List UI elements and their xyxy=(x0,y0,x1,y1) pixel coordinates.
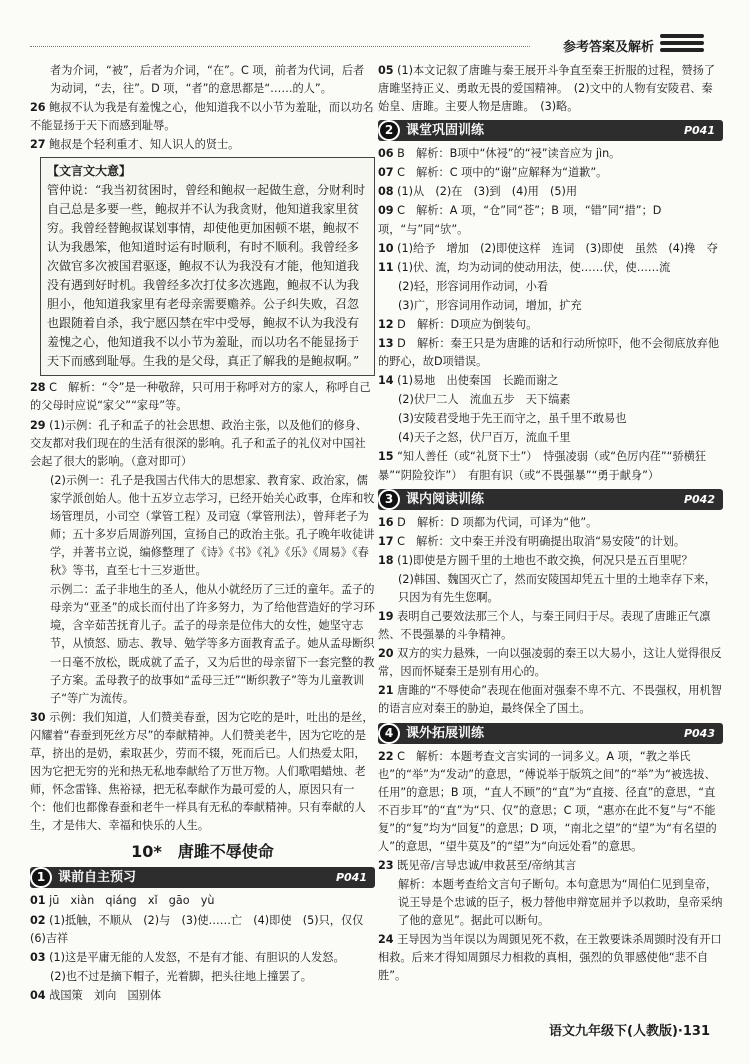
answer-number: 05 xyxy=(378,64,394,77)
section-bar-1 xyxy=(30,867,375,888)
answer-text: 示例：我们知道，人们赞美春蚕，因为它吃的是叶，吐出的是丝，闪耀着“春蚕到死丝方尽”的奉献精神。人们赞美老牛，因为它吃的是草，挤出的是奶，索取甚少，劳而不辍，死而后已。人们热爱太阳，因为它把无穷的光和热无私地奉献给了万世万物。人们歌唱蜡烛、老师，怀念雷锋、焦裕禄，把无私奉献作为最可爱的人，原因只有一个：他们也都像春蚕和老牛一样具有无私的奉献精神。只有奉献的人生，才是伟大、幸福和快乐的人生。 xyxy=(30,710,374,833)
right-answers-2 xyxy=(378,145,723,484)
answer-item xyxy=(378,62,723,116)
lesson-title: 10* 唐雎不辱使命 xyxy=(131,842,274,862)
answer-text: (2)韩国、魏国灭亡了，然而安陵国却凭五十里的土地幸存下来，只因为有先生您啊。 xyxy=(398,572,716,604)
answer-text: (2)示例一：孔子是我国古代伟大的思想家、教育家、政治家，儒家学派创始人。他十五岁立志学习，已经开始关心政事，仓库和牧场管理员，小司空（掌管工程）及司寇（掌管刑法），曾拜老子为师；五十多岁后周游列国，宣扬自己的政治主张。孔子晚年收徒讲学，并著书立说，编修整理了《诗》《书》《礼》《乐》《周易》《春秋》等书，直至七十三岁逝世。 xyxy=(50,473,375,578)
answer-item xyxy=(378,278,723,296)
section-page: P043 xyxy=(683,726,715,740)
answer-item xyxy=(378,552,723,570)
answer-item xyxy=(378,335,723,371)
answer-item xyxy=(378,316,723,334)
answer-item xyxy=(30,99,375,135)
answer-number: 22 xyxy=(378,749,394,763)
answer-number: 27 xyxy=(30,138,46,152)
answer-item xyxy=(378,514,723,532)
answer-text: 鲍叔是个轻利重才、知人识人的贤士。 xyxy=(49,138,240,152)
answer-number: 09 xyxy=(378,204,394,218)
answer-number: 03 xyxy=(30,950,46,964)
section-bar-2 xyxy=(378,120,723,141)
answer-item xyxy=(30,62,375,98)
answer-text: C 解析：“令”是一种敬辞，只可用于称呼对方的家人，称呼自己的父母时应说“家父”“家母”等。 xyxy=(30,381,371,413)
answer-text: “知人善任（或“礼贤下士”） 恃强凌弱（或“色厉内荏”“骄横狂暴”“阴险狡诈”） 有胆有识（或“不畏强暴”“勇于献身”） xyxy=(378,450,707,482)
section-badge: 3 xyxy=(378,489,400,510)
answer-number: 06 xyxy=(378,147,394,161)
answer-number: 30 xyxy=(30,710,46,724)
left-answers-2 xyxy=(30,379,375,835)
section-badge: 2 xyxy=(378,120,400,141)
answer-text: D 解析：D 项都为代词，可译为“他”。 xyxy=(397,515,598,529)
answer-item xyxy=(378,571,723,607)
answer-text: 王导因为当年误以为周顗见死不救，在王敦要诛杀周顗时没有开口相救。后来才得知周顗尽力相救的真相，强烈的负罪感使他“悲不自胜”。 xyxy=(378,933,722,983)
answer-text: (1)伏、流，均为动词的使动用法，使……伏，使……流 xyxy=(397,260,671,274)
answer-item xyxy=(378,876,723,930)
section-title: 课内阅读训练 xyxy=(406,491,485,507)
answer-item xyxy=(378,372,723,390)
answer-item xyxy=(30,987,375,1005)
answer-text: 双方的实力悬殊，一向以强凌弱的秦王以大易小，这让人觉得很反常，因而怀疑秦王是别有用心的。 xyxy=(378,647,722,679)
left-answers-3 xyxy=(30,892,375,1004)
answer-item xyxy=(378,448,723,484)
answer-text: D 解析：D项应为倒装句。 xyxy=(397,317,538,331)
answer-number: 20 xyxy=(378,647,394,661)
answer-text: (2)轻，形容词用作动词，小看 xyxy=(398,279,549,293)
answer-number: 08 xyxy=(378,185,394,199)
section-badge: 4 xyxy=(378,723,400,744)
answer-item xyxy=(30,912,375,948)
translation-text: 管仲说：“我当初贫困时，曾经和鲍叔一起做生意，分财利时自己总是多要一些，鲍叔并不认为我贪财，他知道我家里贫穷。我曾经替鲍叔谋划事情，却使他更加困顿不堪，鲍叔不认为我愚笨，他知道时运有时顺利，有时不顺利。我曾经多次做官多次被国君驱逐，鲍叔不认为我没有才能，他知道我没有遇到好时机。我曾经多次打仗多次逃跑，鲍叔不认为我胆小，他知道我家里有老母亲需要赡养。公子纠失败，召忽也跟随着自杀，我宁愿囚禁在牢中受辱，鲍叔不认为我没有羞愧之心，他知道我不以小节为羞耻，而以功名不能显扬于天下而感到耻辱。生我的是父母，真正了解我的是鲍叔啊。” xyxy=(47,183,366,369)
answer-text: C 解析：本题考查文言实词的一词多义。A 项，“教之举氏也”的“举”为“发动”的意思，“傅说举于版筑之间”的“举”为“被选拔、任用”的意思；B 项，“直人不顾”的“直”为“直接、径直”的意思，“直不百步耳”的“直”为“只、仅”的意思；C 项，“惠亦在此不复”与“不能复”的“复”均为“回复”的意思；D 项，“南北之望”的“望”为“有名望的人”的意思，“望牛莫及”的“望”为“向远处看”的意思。 xyxy=(378,749,717,853)
answer-text: 示例二：孟子非地生的圣人，他从小就经历了三迁的童年。孟子的母亲为“亚圣”的成长而付出了许多努力，为了给他营造好的学习环境，含辛茹苦抚育儿子。孟子的母亲是位伟大的女性，她坚守志节，从愤怒、励志、教导、勉学等多方面教育孟子。她从孟母断织一日毫不放松，既成就了孟子，又为后世的母亲留下一套完整的教子方案。孟母教子的故事如“孟母三迁”“断织教子”等为儿童教训子“等广为流传。 xyxy=(50,583,375,705)
answer-item xyxy=(30,379,375,415)
answer-number: 11 xyxy=(378,260,394,274)
answer-item xyxy=(30,472,375,580)
section-title: 课堂巩固训练 xyxy=(406,123,485,139)
section-title: 课前自主预习 xyxy=(58,870,137,886)
answer-text: (1)示例：孔子和孟子的社会思想、政治主张，以及他们的修身、交友都对我们现在的生活有很深的影响。孔子和孟子的礼仪对中国社会起了很大的影响。（意对即可） xyxy=(30,418,368,468)
answer-item xyxy=(30,968,375,986)
answer-number: 17 xyxy=(378,534,394,548)
page-footer: 语文九年级下(人教版)·131 xyxy=(549,1024,710,1039)
answer-text: (1)给予 增加 (2)即使这样 连词 (3)即使 虽然 (4)搀 夺 xyxy=(397,241,718,255)
answer-number: 26 xyxy=(30,101,46,115)
answer-item xyxy=(378,259,723,277)
answer-item xyxy=(378,164,723,182)
answer-text: (4)天子之怒，伏尸百万，流血千里 xyxy=(398,431,571,445)
answer-item xyxy=(30,136,375,154)
answer-item xyxy=(30,417,375,471)
answer-item xyxy=(378,202,723,238)
answer-item xyxy=(378,931,723,985)
answer-text: (1)易地 出使秦国 长跪而谢之 xyxy=(397,374,559,388)
answer-item xyxy=(30,892,375,910)
section-bar-4 xyxy=(378,723,723,744)
answer-item xyxy=(378,682,723,718)
answer-number: 15 xyxy=(378,450,394,464)
answer-text: C 解析：C 项中的“谢”应解释为“道歉”。 xyxy=(397,166,608,180)
answer-number: 28 xyxy=(30,381,46,395)
right-answers-1 xyxy=(378,62,723,116)
answer-text: C 解析：A 项，“仓”同“苍”；B 项，“错”同“措”；D 项，“与”同“欤”。 xyxy=(378,204,662,236)
answer-item xyxy=(378,410,723,428)
section-bar-3 xyxy=(378,489,723,510)
answer-number: 12 xyxy=(378,317,394,331)
answer-item xyxy=(378,748,723,856)
answer-text: (1)即使是方圆千里的土地也不敢交换，何况只是五百里呢？ xyxy=(397,553,693,567)
answer-number: 18 xyxy=(378,553,394,567)
answer-item xyxy=(378,533,723,551)
answer-text: (2)也不过是摘下帽子，光着脚，把头往地上撞罢了。 xyxy=(50,969,312,983)
section-page: P041 xyxy=(335,871,367,885)
answer-item xyxy=(378,645,723,681)
right-answers-3 xyxy=(378,514,723,719)
answer-number: 16 xyxy=(378,515,394,529)
answer-text: 者为介词，“被”，后者为介词，“在”。C 项，前者为代词，后者为动词，“去，往”。D 项，“者”的意思都是“……的人”。 xyxy=(50,64,365,96)
answer-item xyxy=(378,857,723,875)
section-page: P042 xyxy=(683,492,715,506)
section-badge: 1 xyxy=(30,867,52,888)
left-answers-1 xyxy=(30,62,375,154)
answer-item xyxy=(378,297,723,315)
section-title: 课外拓展训练 xyxy=(406,725,485,741)
answer-text: (3)安陵君受地于先王而守之，虽千里不敢易也 xyxy=(398,412,627,426)
answer-text: 鲍叔不认为我是有羞愧之心，他知道我不以小节为羞耻，而以功名不能显扬于天下而感到耻辱。 xyxy=(30,101,374,133)
answer-number: 19 xyxy=(378,610,394,624)
answer-number: 02 xyxy=(30,913,46,927)
answer-text: 表明自己要效法那三个人，与秦王同归于尽。表现了唐雎正气凛然、不畏强暴的斗争精神。 xyxy=(378,610,711,642)
answer-text: jū xiàn qiáng xǐ gāo yù xyxy=(49,894,215,908)
header-rule xyxy=(30,46,530,47)
answer-number: 23 xyxy=(378,858,394,872)
translation-box xyxy=(40,157,375,376)
answer-item xyxy=(30,581,375,708)
answer-text: C 解析：文中秦王并没有明确提出取消“易安陵”的计划。 xyxy=(397,534,686,548)
answer-item xyxy=(30,949,375,967)
answer-number: 24 xyxy=(378,933,394,947)
answer-number: 29 xyxy=(30,418,46,432)
section-page: P041 xyxy=(683,124,715,138)
answer-number: 04 xyxy=(30,988,46,1002)
right-column xyxy=(378,62,723,987)
header-title: 参考答案及解析 xyxy=(562,40,654,55)
answer-text: (1)从 (2)在 (3)到 (4)用 (5)用 xyxy=(397,185,578,199)
answer-number: 10 xyxy=(378,241,394,255)
answer-number: 01 xyxy=(30,894,46,908)
answer-text: (2)伏尸二人 流血五步 天下缟素 xyxy=(398,393,571,407)
answer-item xyxy=(30,709,375,836)
answer-item xyxy=(378,240,723,258)
answer-text: 解析：本题考查给文言句子断句。本句意思为“周伯仁见到皇帝，说王导是个忠诚的臣子，极力替他申辩宽屈并予以救助，皇帝采纳了他的意见”。据此可以断句。 xyxy=(398,878,723,928)
answer-item xyxy=(378,391,723,409)
answer-text: (1)抵触，不顺从 (2)与 (3)使……亡 (4)即使 (5)只，仅仅 (6)吉祥 xyxy=(30,913,375,945)
answer-text: (1)这是平庸无能的人发怒，不是有才能、有胆识的人发怒。 xyxy=(49,950,345,964)
book-icon xyxy=(660,34,704,56)
answer-text: 唐雎的“不辱使命”表现在他面对强秦不卑不亢、不畏强权，用机智的语言应对秦王的胁迫，最终保全了国土。 xyxy=(378,684,722,716)
answer-number: 14 xyxy=(378,374,394,388)
answer-number: 07 xyxy=(378,166,394,180)
answer-item xyxy=(378,145,723,163)
answer-number: 13 xyxy=(378,337,394,351)
answer-text: (3)广，形容词用作动词，增加，扩充 xyxy=(398,298,582,312)
answer-number: 21 xyxy=(378,684,394,698)
left-column xyxy=(30,62,375,1006)
answer-item xyxy=(378,183,723,201)
answer-item xyxy=(378,608,723,644)
answer-text: 既见帝/言导忠诚/申救甚至/帝纳其言 xyxy=(397,858,577,872)
answer-text: 战国策 刘向 国别体 xyxy=(49,988,162,1002)
answer-item xyxy=(378,429,723,447)
right-answers-4 xyxy=(378,748,723,986)
answer-text: D 解析：秦王只是为唐雎的话和行动所惊吓，他不会彻底放弃他的野心，故D项错误。 xyxy=(378,337,720,369)
translation-title: 【文言文大意】 xyxy=(47,164,132,179)
answer-text: (1)本文记叙了唐雎与秦王展开斗争直至秦王折服的过程，赞扬了唐雎坚持正义、勇敢无畏的爱国精神。 (2)文中的人物有安陵君、秦始皇、唐雎。主要人物是唐雎。 (3)略。 xyxy=(378,64,716,114)
answer-text: B 解析：B项中“休祲”的“祲”读音应为 jìn。 xyxy=(397,147,621,161)
